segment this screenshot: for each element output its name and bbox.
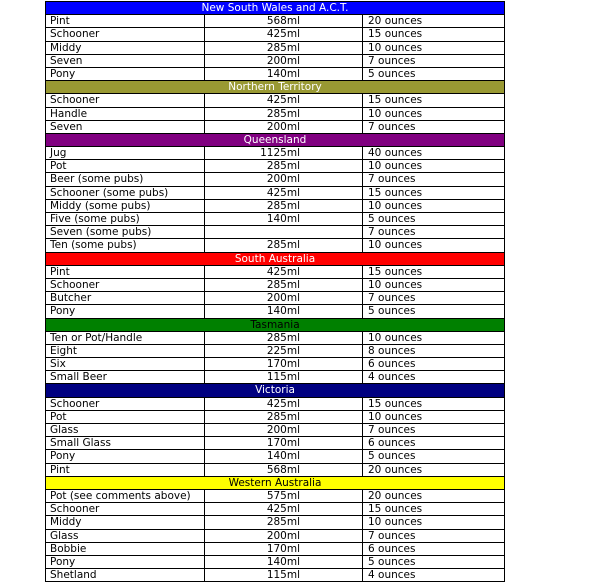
volume-ml: 200ml [205,173,363,185]
glass-name: Ten (some pubs) [46,239,205,251]
table-row [46,490,504,503]
volume-oz: 6 ounces [368,542,416,555]
glass-name: Pony [46,556,205,568]
volume-ml: 568ml [205,464,363,476]
volume-oz: 5 ounces [368,305,416,318]
volume-ml: 1125ml [205,147,363,159]
glass-name: Pint [46,15,205,27]
glass-name: Jug [46,147,205,159]
table-row [46,503,504,516]
volume-oz: 10 ounces [368,199,423,212]
table-row [46,530,504,543]
region-header: South Australia [46,253,504,266]
region-header: New South Wales and A.C.T. [46,2,504,15]
glass-name: Eight [46,345,205,357]
volume-oz: 20 ounces [368,463,423,476]
table-row [46,239,504,252]
volume-ml: 225ml [205,345,363,357]
table-row [46,200,504,213]
volume-ml: 170ml [205,437,363,449]
glass-name: Schooner [46,279,205,291]
glass-name: Five (some pubs) [46,213,205,225]
glass-name: Schooner [46,503,205,515]
volume-oz: 7 ounces [368,424,416,436]
table-row [46,556,504,569]
region-header: Tasmania [46,319,504,332]
volume-ml: 285ml [205,332,363,344]
volume-oz: 10 ounces [368,107,423,120]
volume-oz: 20 ounces [368,489,423,502]
volume-oz: 15 ounces [368,186,423,199]
glass-name: Seven [46,121,205,133]
volume-ml: 140ml [205,213,363,225]
volume-ml: 568ml [205,15,363,27]
volume-ml [205,226,363,238]
region-qld [46,134,504,253]
table-row [46,358,504,371]
region-sa [46,253,504,319]
table-row [46,187,504,200]
volume-ml: 425ml [205,398,363,410]
volume-oz: 10 ounces [368,278,423,291]
table-row [46,147,504,160]
volume-oz: 15 ounces [368,28,423,41]
table-row [46,68,504,81]
volume-oz: 7 ounces [368,226,416,239]
volume-oz: 10 ounces [368,516,423,529]
glass-name: Beer (some pubs) [46,173,205,185]
table-row [46,213,504,226]
region-header: Queensland [46,134,504,147]
table-row [46,569,504,581]
glass-name: Seven [46,55,205,67]
volume-ml: 200ml [205,55,363,67]
region-vic [46,384,504,476]
volume-ml: 285ml [205,516,363,528]
volume-ml: 200ml [205,121,363,133]
glass-name: Schooner [46,28,205,40]
region-header: Western Australia [46,477,504,490]
glass-name: Pot [46,411,205,423]
volume-oz: 7 ounces [368,529,416,542]
table-row [46,305,504,318]
volume-oz: 5 ounces [368,450,416,463]
beer-sizes-table [45,1,505,582]
volume-ml: 140ml [205,556,363,568]
table-row [46,345,504,358]
volume-ml: 425ml [205,28,363,40]
volume-ml: 285ml [205,411,363,423]
table-row [46,332,504,345]
table-row [46,292,504,305]
glass-name: Bobbie [46,543,205,555]
glass-name: Pint [46,266,205,278]
table-row [46,371,504,384]
volume-oz: 20 ounces [368,15,423,28]
volume-ml: 170ml [205,543,363,555]
volume-ml: 140ml [205,68,363,80]
volume-oz: 4 ounces [368,569,416,582]
volume-oz: 15 ounces [368,503,423,516]
table-row [46,279,504,292]
volume-oz: 15 ounces [368,397,423,410]
glass-name: Handle [46,108,205,120]
volume-oz: 7 ounces [368,54,416,67]
volume-ml: 285ml [205,200,363,212]
table-row [46,160,504,173]
volume-oz: 5 ounces [368,67,416,80]
glass-name: Seven (some pubs) [46,226,205,238]
glass-name: Pony [46,305,205,317]
region-nsw [46,2,504,81]
glass-name: Pony [46,68,205,80]
volume-oz: 7 ounces [368,292,416,305]
glass-name: Pot [46,160,205,172]
table-row [46,28,504,41]
volume-oz: 8 ounces [368,344,416,357]
table-row [46,173,504,186]
table-row [46,437,504,450]
volume-ml: 115ml [205,569,363,581]
table-row [46,121,504,134]
volume-oz: 40 ounces [368,147,423,160]
table-row [46,15,504,28]
glass-name: Schooner [46,94,205,106]
table-row [46,108,504,121]
volume-oz: 10 ounces [368,160,423,173]
volume-ml: 200ml [205,292,363,304]
volume-oz: 10 ounces [368,41,423,54]
volume-ml: 425ml [205,187,363,199]
region-header: Victoria [46,384,504,397]
volume-oz: 10 ounces [368,331,423,344]
table-row [46,543,504,556]
volume-ml: 285ml [205,108,363,120]
volume-ml: 425ml [205,266,363,278]
volume-ml: 425ml [205,503,363,515]
volume-oz: 5 ounces [368,213,416,225]
volume-oz: 7 ounces [368,120,416,133]
volume-oz: 4 ounces [368,371,416,384]
glass-name: Glass [46,530,205,542]
table-row [46,464,504,477]
volume-oz: 6 ounces [368,358,416,371]
table-row [46,450,504,463]
table-row [46,424,504,437]
volume-ml: 285ml [205,279,363,291]
volume-ml: 575ml [205,490,363,502]
glass-name: Pint [46,464,205,476]
volume-ml: 140ml [205,305,363,317]
volume-oz: 10 ounces [368,410,423,423]
volume-oz: 7 ounces [368,173,416,186]
glass-name: Schooner [46,398,205,410]
glass-name: Middy [46,516,205,528]
volume-ml: 140ml [205,450,363,462]
table-row [46,398,504,411]
glass-name: Pot (see comments above) [46,490,205,502]
region-wa [46,477,504,582]
table-row [46,516,504,529]
glass-name: Middy (some pubs) [46,200,205,212]
volume-ml: 200ml [205,530,363,542]
volume-ml: 285ml [205,239,363,251]
glass-name: Shetland [46,569,205,581]
glass-name: Small Beer [46,371,205,383]
volume-ml: 425ml [205,94,363,106]
region-tas [46,319,504,385]
volume-ml: 285ml [205,160,363,172]
volume-ml: 200ml [205,424,363,436]
volume-oz: 15 ounces [368,265,423,278]
region-header: Northern Territory [46,81,504,94]
glass-name: Middy [46,42,205,54]
volume-oz: 10 ounces [368,239,423,252]
glass-name: Glass [46,424,205,436]
glass-name: Butcher [46,292,205,304]
table-row [46,42,504,55]
glass-name: Ten or Pot/Handle [46,332,205,344]
volume-oz: 6 ounces [368,437,416,450]
volume-ml: 285ml [205,42,363,54]
table-row [46,266,504,279]
glass-name: Pony [46,450,205,462]
glass-name: Small Glass [46,437,205,449]
region-nt [46,81,504,134]
table-row [46,94,504,107]
volume-oz: 15 ounces [368,94,423,107]
glass-name: Six [46,358,205,370]
volume-ml: 115ml [205,371,363,383]
glass-name: Schooner (some pubs) [46,187,205,199]
table-row [46,226,504,239]
table-row [46,411,504,424]
table-row [46,55,504,68]
volume-ml: 170ml [205,358,363,370]
volume-oz: 5 ounces [368,555,416,568]
